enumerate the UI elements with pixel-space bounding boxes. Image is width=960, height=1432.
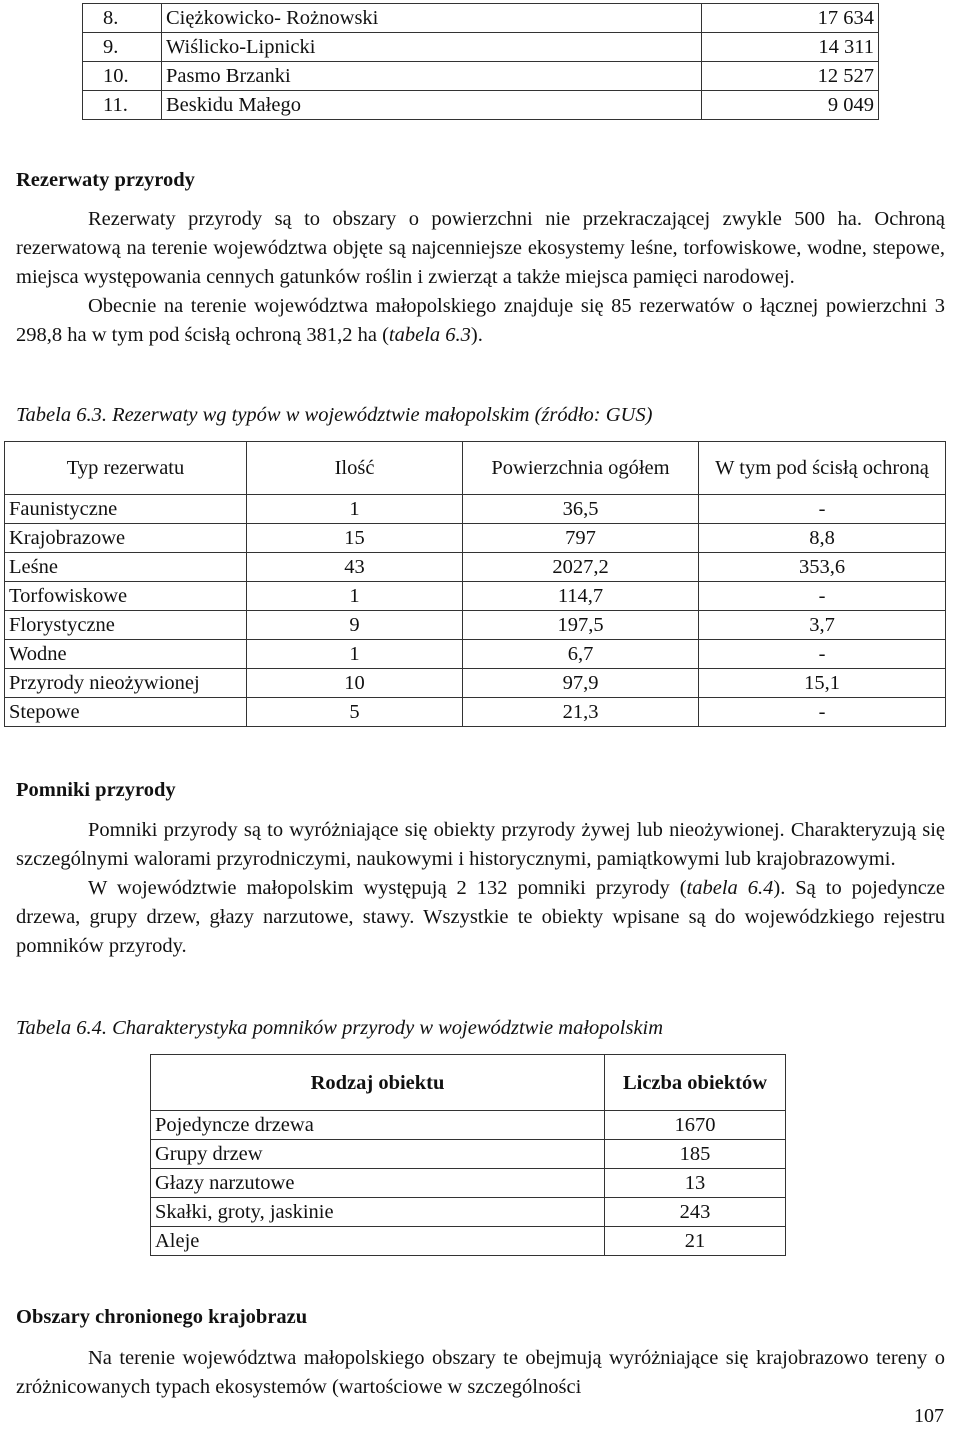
table-63-header-row [5, 442, 946, 495]
table-63-cell: Wodne [5, 640, 247, 669]
mesoregion-cell-name: Wiślicko-Lipnicki [162, 33, 702, 62]
table-63-row [5, 669, 946, 698]
table-64-cell: Aleje [151, 1227, 605, 1256]
table-63-row [5, 495, 946, 524]
page-number: 107 [914, 1405, 944, 1427]
mesoregion-cell-value: 12 527 [702, 62, 879, 91]
table-63-cell: 3,7 [699, 611, 946, 640]
mesoregion-table [82, 3, 879, 120]
table-64-header-row [151, 1055, 786, 1111]
mesoregion-cell-num: 9. [83, 33, 162, 62]
table-63-cell: 9 [247, 611, 463, 640]
table-63-header: Typ rezerwatu [5, 442, 247, 495]
mesoregion-cell-num: 11. [83, 91, 162, 120]
table-64-caption: Tabela 6.4. Charakterystyka pomników przyrody w województwie małopolskim [16, 1017, 664, 1039]
mesoregion-cell-num: 8. [83, 4, 162, 33]
table-63-cell: 353,6 [699, 553, 946, 582]
table-63-cell: Przyrody nieożywionej [5, 669, 247, 698]
table-63 [4, 441, 946, 727]
pomniki-paragraph-2: W województwie małopolskim występują 2 132 pomniki przyrody (tabela 6.4). Są to pojedyncze drzewa, grupy drzew, głazy narzutowe, stawy. Wszystkie te obiekty wpisane są do wojewódzkiego rejestru pomników przyrody. [16, 877, 945, 957]
table-63-cell: - [699, 640, 946, 669]
table-63-cell: - [699, 495, 946, 524]
table-64-cell: 13 [605, 1169, 786, 1198]
pomniki-paragraph-1: Pomniki przyrody są to wyróżniające się obiekty przyrody żywej lub nieożywionej. Charakteryzują się szczególnymi walorami przyrodniczymi, naukowymi i historycznymi, pamiątkowymi lub krajobrazowymi. [16, 819, 945, 870]
table-64-cell: Głazy narzutowe [151, 1169, 605, 1198]
table-63-cell: 1 [247, 582, 463, 611]
table-64-cell: Skałki, groty, jaskinie [151, 1198, 605, 1227]
table-63-header: W tym pod ścisłą ochroną [699, 442, 946, 495]
table-64-row [151, 1227, 786, 1256]
mesoregion-cell-name: Pasmo Brzanki [162, 62, 702, 91]
table-64-row [151, 1198, 786, 1227]
table-63-cell: 2027,2 [463, 553, 699, 582]
rezerwaty-paragraph-1: Rezerwaty przyrody są to obszary o powierzchni nie przekraczającej zwykle 500 ha. Ochroną rezerwatową na terenie województwa objęte są najcenniejsze ekosystemy leśne, torfowiskowe, wodne, stepowe, miejsca występowania cennych gatunków roślin i zwierząt a także miejsca pamięci narodowej. [16, 208, 945, 288]
table-63-cell: Torfowiskowe [5, 582, 247, 611]
table-64 [150, 1054, 786, 1256]
table-63-cell: 197,5 [463, 611, 699, 640]
table-63-cell: Leśne [5, 553, 247, 582]
mesoregion-row [83, 91, 879, 120]
mesoregion-row [83, 4, 879, 33]
table-63-header: Powierzchnia ogółem [463, 442, 699, 495]
mesoregion-cell-value: 14 311 [702, 33, 879, 62]
table-63-cell: Florystyczne [5, 611, 247, 640]
table-63-cell: - [699, 582, 946, 611]
table-63-cell: Faunistyczne [5, 495, 247, 524]
table-63-cell: 5 [247, 698, 463, 727]
table-63-cell: 797 [463, 524, 699, 553]
table-64-cell: 21 [605, 1227, 786, 1256]
table-64-row [151, 1111, 786, 1140]
table-63-cell: Krajobrazowe [5, 524, 247, 553]
mesoregion-cell-value: 17 634 [702, 4, 879, 33]
table-64-row [151, 1169, 786, 1198]
table-63-cell: 15 [247, 524, 463, 553]
table-63-row [5, 582, 946, 611]
table-63-cell: 36,5 [463, 495, 699, 524]
mesoregion-row [83, 33, 879, 62]
mesoregion-row [83, 62, 879, 91]
table-63-cell: 114,7 [463, 582, 699, 611]
section-heading-rezerwaty: Rezerwaty przyrody [16, 169, 195, 191]
table-64-cell: 1670 [605, 1111, 786, 1140]
mesoregion-cell-name: Beskidu Małego [162, 91, 702, 120]
table-63-cell: - [699, 698, 946, 727]
table-63-row [5, 611, 946, 640]
table-64-row [151, 1140, 786, 1169]
table-64-header: Rodzaj obiektu [151, 1055, 605, 1111]
table-63-cell: 6,7 [463, 640, 699, 669]
section-heading-obszary: Obszary chronionego krajobrazu [16, 1306, 308, 1328]
mesoregion-cell-num: 10. [83, 62, 162, 91]
table-64-cell: 243 [605, 1198, 786, 1227]
table-63-cell: Stepowe [5, 698, 247, 727]
table-63-row [5, 553, 946, 582]
table-63-header: Ilość [247, 442, 463, 495]
mesoregion-cell-name: Ciężkowicko- Rożnowski [162, 4, 702, 33]
mesoregion-cell-value: 9 049 [702, 91, 879, 120]
table-63-cell: 21,3 [463, 698, 699, 727]
table-63-cell: 97,9 [463, 669, 699, 698]
table-64-cell: Pojedyncze drzewa [151, 1111, 605, 1140]
table-63-row [5, 698, 946, 727]
table-63-cell: 43 [247, 553, 463, 582]
table-63-cell: 1 [247, 495, 463, 524]
table-63-cell: 8,8 [699, 524, 946, 553]
section-heading-pomniki: Pomniki przyrody [16, 779, 176, 801]
table-63-cell: 1 [247, 640, 463, 669]
obszary-paragraph-1: Na terenie województwa małopolskiego obszary te obejmują wyróżniające się krajobrazowo tereny o zróżnicowanych typach ekosystemów (wartościowe w szczególności [16, 1347, 945, 1398]
table-63-cell: 15,1 [699, 669, 946, 698]
table-64-cell: 185 [605, 1140, 786, 1169]
table-63-cell: 10 [247, 669, 463, 698]
table-63-row [5, 640, 946, 669]
table-63-row [5, 524, 946, 553]
table-64-cell: Grupy drzew [151, 1140, 605, 1169]
rezerwaty-paragraph-2: Obecnie na terenie województwa małopolskiego znajduje się 85 rezerwatów o łącznej powierzchni 3 298,8 ha w tym pod ścisłą ochroną 381,2 ha (tabela 6.3). [16, 295, 945, 346]
table-63-caption: Tabela 6.3. Rezerwaty wg typów w województwie małopolskim (źródło: GUS) [16, 404, 653, 426]
table-64-header: Liczba obiektów [605, 1055, 786, 1111]
